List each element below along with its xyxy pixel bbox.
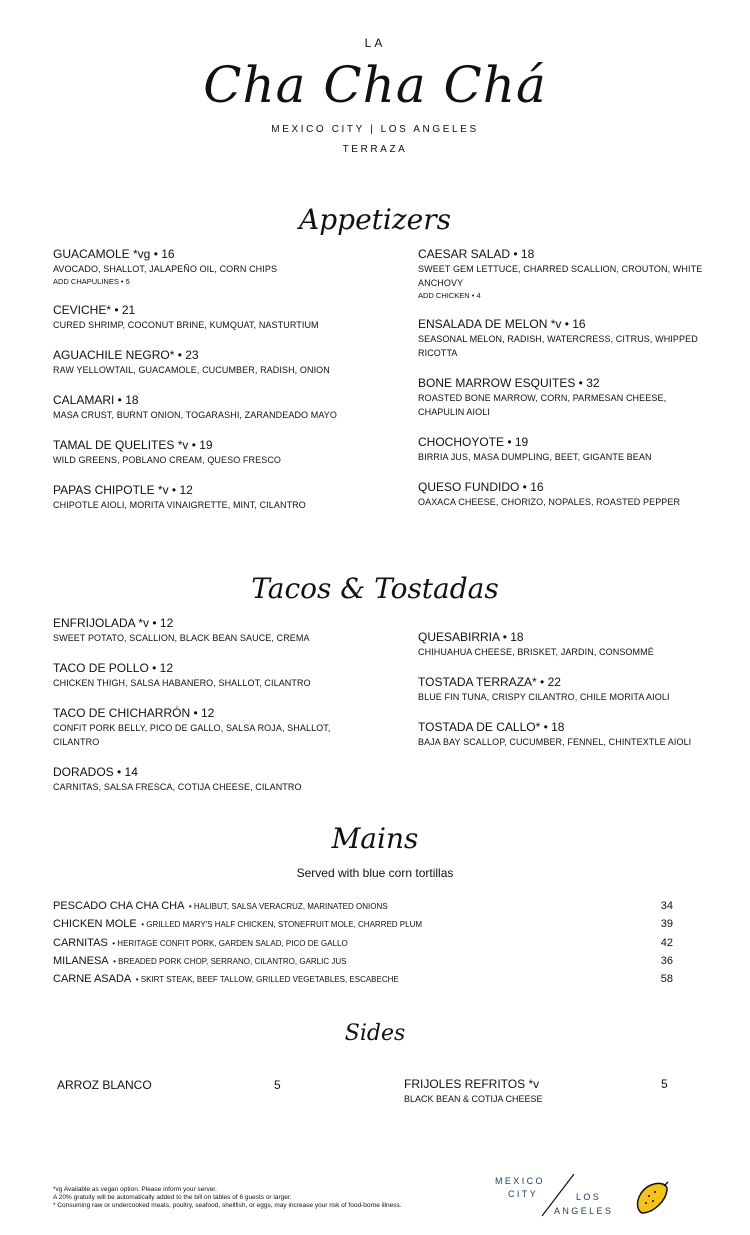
- appetizers-left-column: [53, 246, 373, 527]
- item-name: ENFRIJOLADA *v • 12: [53, 616, 174, 630]
- side-price: 5: [274, 1078, 281, 1092]
- cities-line: MEXICO CITY | LOS ANGELES: [271, 124, 479, 135]
- mains-name: PESCADO CHA CHA CHA: [53, 900, 185, 912]
- item-addon: ADD CHICKEN • 4: [418, 291, 481, 300]
- mains-list: [53, 896, 673, 987]
- tacos-right-column: [418, 629, 718, 764]
- side-description: BLACK BEAN & COTIJA CHEESE: [404, 1094, 543, 1104]
- mains-row: [53, 914, 673, 932]
- tacos-title: Tacos & Tostadas: [251, 572, 499, 605]
- item-name: QUESO FUNDIDO • 16: [418, 480, 544, 494]
- mains-price: 39: [660, 918, 673, 931]
- side-name: ARROZ BLANCO: [57, 1078, 152, 1092]
- appetizers-title: Appetizers: [299, 203, 451, 236]
- item-description: SWEET GEM LETTUCE, CHARRED SCALLION, CROUTON, WHITE ANCHOVY: [418, 264, 703, 288]
- appetizers-right-column: [418, 246, 703, 524]
- mains-row: [53, 951, 673, 969]
- tacos-left-column: [53, 615, 353, 809]
- mains-name: CARNE ASADA: [53, 973, 132, 986]
- item-name: ENSALADA DE MELON *v • 16: [418, 317, 586, 331]
- item-description: BAJA BAY SCALLOP, CUCUMBER, FENNEL, CHINTEXTLE AIOLI: [418, 737, 692, 747]
- item-description: CHIHUAHUA CHEESE, BRISKET, JARDIN, CONSOMMÉ: [418, 647, 654, 657]
- item-name: TACO DE CHICHARRÓN • 12: [53, 706, 215, 720]
- mains-row: [53, 933, 673, 951]
- mains-price: 42: [660, 936, 673, 949]
- menu-item: [53, 437, 373, 467]
- item-name: TOSTADA DE CALLO* • 18: [418, 720, 565, 734]
- menu-item: [53, 246, 373, 287]
- logo-prefix: LA: [364, 36, 386, 50]
- mains-description: • HALIBUT, SALSA VERACRUZ, MARINATED ONIONS: [188, 902, 388, 911]
- footer-notes: [53, 1186, 473, 1210]
- mark-los: LOS: [576, 1192, 602, 1202]
- item-description: CARNITAS, SALSA FRESCA, COTIJA CHEESE, CILANTRO: [53, 782, 302, 792]
- item-description: AVOCADO, SHALLOT, JALAPEÑO OIL, CORN CHIPS: [53, 264, 278, 274]
- item-name: CAESAR SALAD • 18: [418, 247, 535, 261]
- item-name: TOSTADA TERRAZA* • 22: [418, 675, 561, 689]
- item-name: TAMAL DE QUELITES *v • 19: [53, 438, 213, 452]
- restaurant-logo: Cha Cha Chá: [203, 56, 547, 114]
- mains-row: [53, 969, 673, 987]
- item-description: SWEET POTATO, SCALLION, BLACK BEAN SAUCE, CREMA: [53, 633, 310, 643]
- item-name: PAPAS CHIPOTLE *v • 12: [53, 483, 193, 497]
- item-addon: ADD CHAPULINES • 5: [53, 277, 130, 286]
- mains-price: 36: [660, 954, 673, 967]
- item-description: RAW YELLOWTAIL, GUACAMOLE, CUCUMBER, RADISH, ONION: [53, 365, 330, 375]
- item-name: AGUACHILE NEGRO* • 23: [53, 348, 199, 362]
- menu-item: [418, 629, 718, 659]
- menu-item: [53, 660, 353, 690]
- menu-item: [53, 302, 373, 332]
- item-description: CHIPOTLE AIOLI, MORITA VINAIGRETTE, MINT, CILANTRO: [53, 500, 306, 510]
- menu-item: [418, 316, 703, 360]
- mains-name: MILANESA: [53, 954, 109, 967]
- venue-line: TERRAZA: [342, 144, 408, 155]
- menu-item: [53, 615, 353, 645]
- menu-item: [53, 764, 353, 794]
- item-name: GUACAMOLE *vg • 16: [53, 247, 175, 261]
- mains-name: CARNITAS: [53, 936, 108, 949]
- mark-mexico: MEXICO: [495, 1176, 545, 1186]
- item-name: QUESABIRRIA • 18: [418, 630, 524, 644]
- mains-title: Mains: [331, 822, 419, 855]
- mains-description: • GRILLED MARY'S HALF CHICKEN, STONEFRUIT MOLE, CHARRED PLUM: [141, 920, 423, 930]
- item-description: OAXACA CHEESE, CHORIZO, NOPALES, ROASTED PEPPER: [418, 497, 681, 507]
- item-description: BIRRIA JUS, MASA DUMPLING, BEET, GIGANTE BEAN: [418, 452, 652, 462]
- lemon-icon: [633, 1180, 671, 1218]
- mark-divider-icon: [538, 1172, 578, 1218]
- mains-description: • SKIRT STEAK, BEEF TALLOW, GRILLED VEGETABLES, ESCABECHE: [135, 975, 399, 985]
- menu-item: [418, 375, 703, 419]
- side-name: FRIJOLES REFRITOS *v: [404, 1077, 540, 1091]
- mains-price: 34: [660, 900, 673, 912]
- sides-title: Sides: [344, 1021, 406, 1046]
- item-description: SEASONAL MELON, RADISH, WATERCRESS, CITRUS, WHIPPED RICOTTA: [418, 334, 698, 358]
- item-description: ROASTED BONE MARROW, CORN, PARMESAN CHEESE, CHAPULIN AIOLI: [418, 393, 667, 417]
- item-name: BONE MARROW ESQUITES • 32: [418, 376, 600, 390]
- menu-item: [418, 719, 718, 749]
- menu-item: [418, 434, 703, 464]
- mains-name: CHICKEN MOLE: [53, 918, 137, 931]
- menu-item: [418, 479, 703, 509]
- item-name: CEVICHE* • 21: [53, 303, 136, 317]
- mains-description: • BREADED PORK CHOP, SERRANO, CILANTRO, GARLIC JUS: [113, 956, 347, 966]
- mark-city: CITY: [508, 1189, 539, 1199]
- mains-subtitle: Served with blue corn tortillas: [296, 866, 454, 880]
- item-name: TACO DE POLLO • 12: [53, 661, 174, 675]
- item-description: CURED SHRIMP, COCONUT BRINE, KUMQUAT, NASTURTIUM: [53, 320, 319, 330]
- mains-price: 58: [660, 973, 673, 986]
- mains-row: [53, 896, 673, 914]
- menu-item: [418, 246, 703, 301]
- item-name: CHOCHOYOTE • 19: [418, 435, 529, 449]
- footer-note: A 20% gratuity will be automatically added to the bill on tables of 6 guests or larger.: [53, 1194, 292, 1201]
- item-description: MASA CRUST, BURNT ONION, TOGARASHI, ZARANDEADO MAYO: [53, 410, 337, 420]
- menu-item: [53, 482, 373, 512]
- footer-note: * Consuming raw or undercooked meats, poultry, seafood, shellfish, or eggs, may increase your risk of food-borne illness.: [53, 1202, 402, 1209]
- mains-description: • HERITAGE CONFIT PORK, GARDEN SALAD, PICO DE GALLO: [112, 938, 348, 948]
- item-description: CHICKEN THIGH, SALSA HABANERO, SHALLOT, CILANTRO: [53, 678, 311, 688]
- footer-note: *vg Available as vegan option. Please inform your server.: [53, 1186, 217, 1193]
- menu-item: [53, 392, 373, 422]
- menu-item: [53, 347, 373, 377]
- item-description: CONFIT PORK BELLY, PICO DE GALLO, SALSA ROJA, SHALLOT, CILANTRO: [53, 723, 331, 747]
- menu-item: [418, 674, 718, 704]
- item-description: WILD GREENS, POBLANO CREAM, QUESO FRESCO: [53, 455, 282, 465]
- menu-item: [53, 705, 353, 749]
- item-name: CALAMARI • 18: [53, 393, 139, 407]
- item-name: DORADOS • 14: [53, 765, 138, 779]
- side-price: 5: [661, 1077, 668, 1091]
- item-description: BLUE FIN TUNA, CRISPY CILANTRO, CHILE MORITA AIOLI: [418, 692, 670, 702]
- mark-angeles: ANGELES: [554, 1206, 614, 1216]
